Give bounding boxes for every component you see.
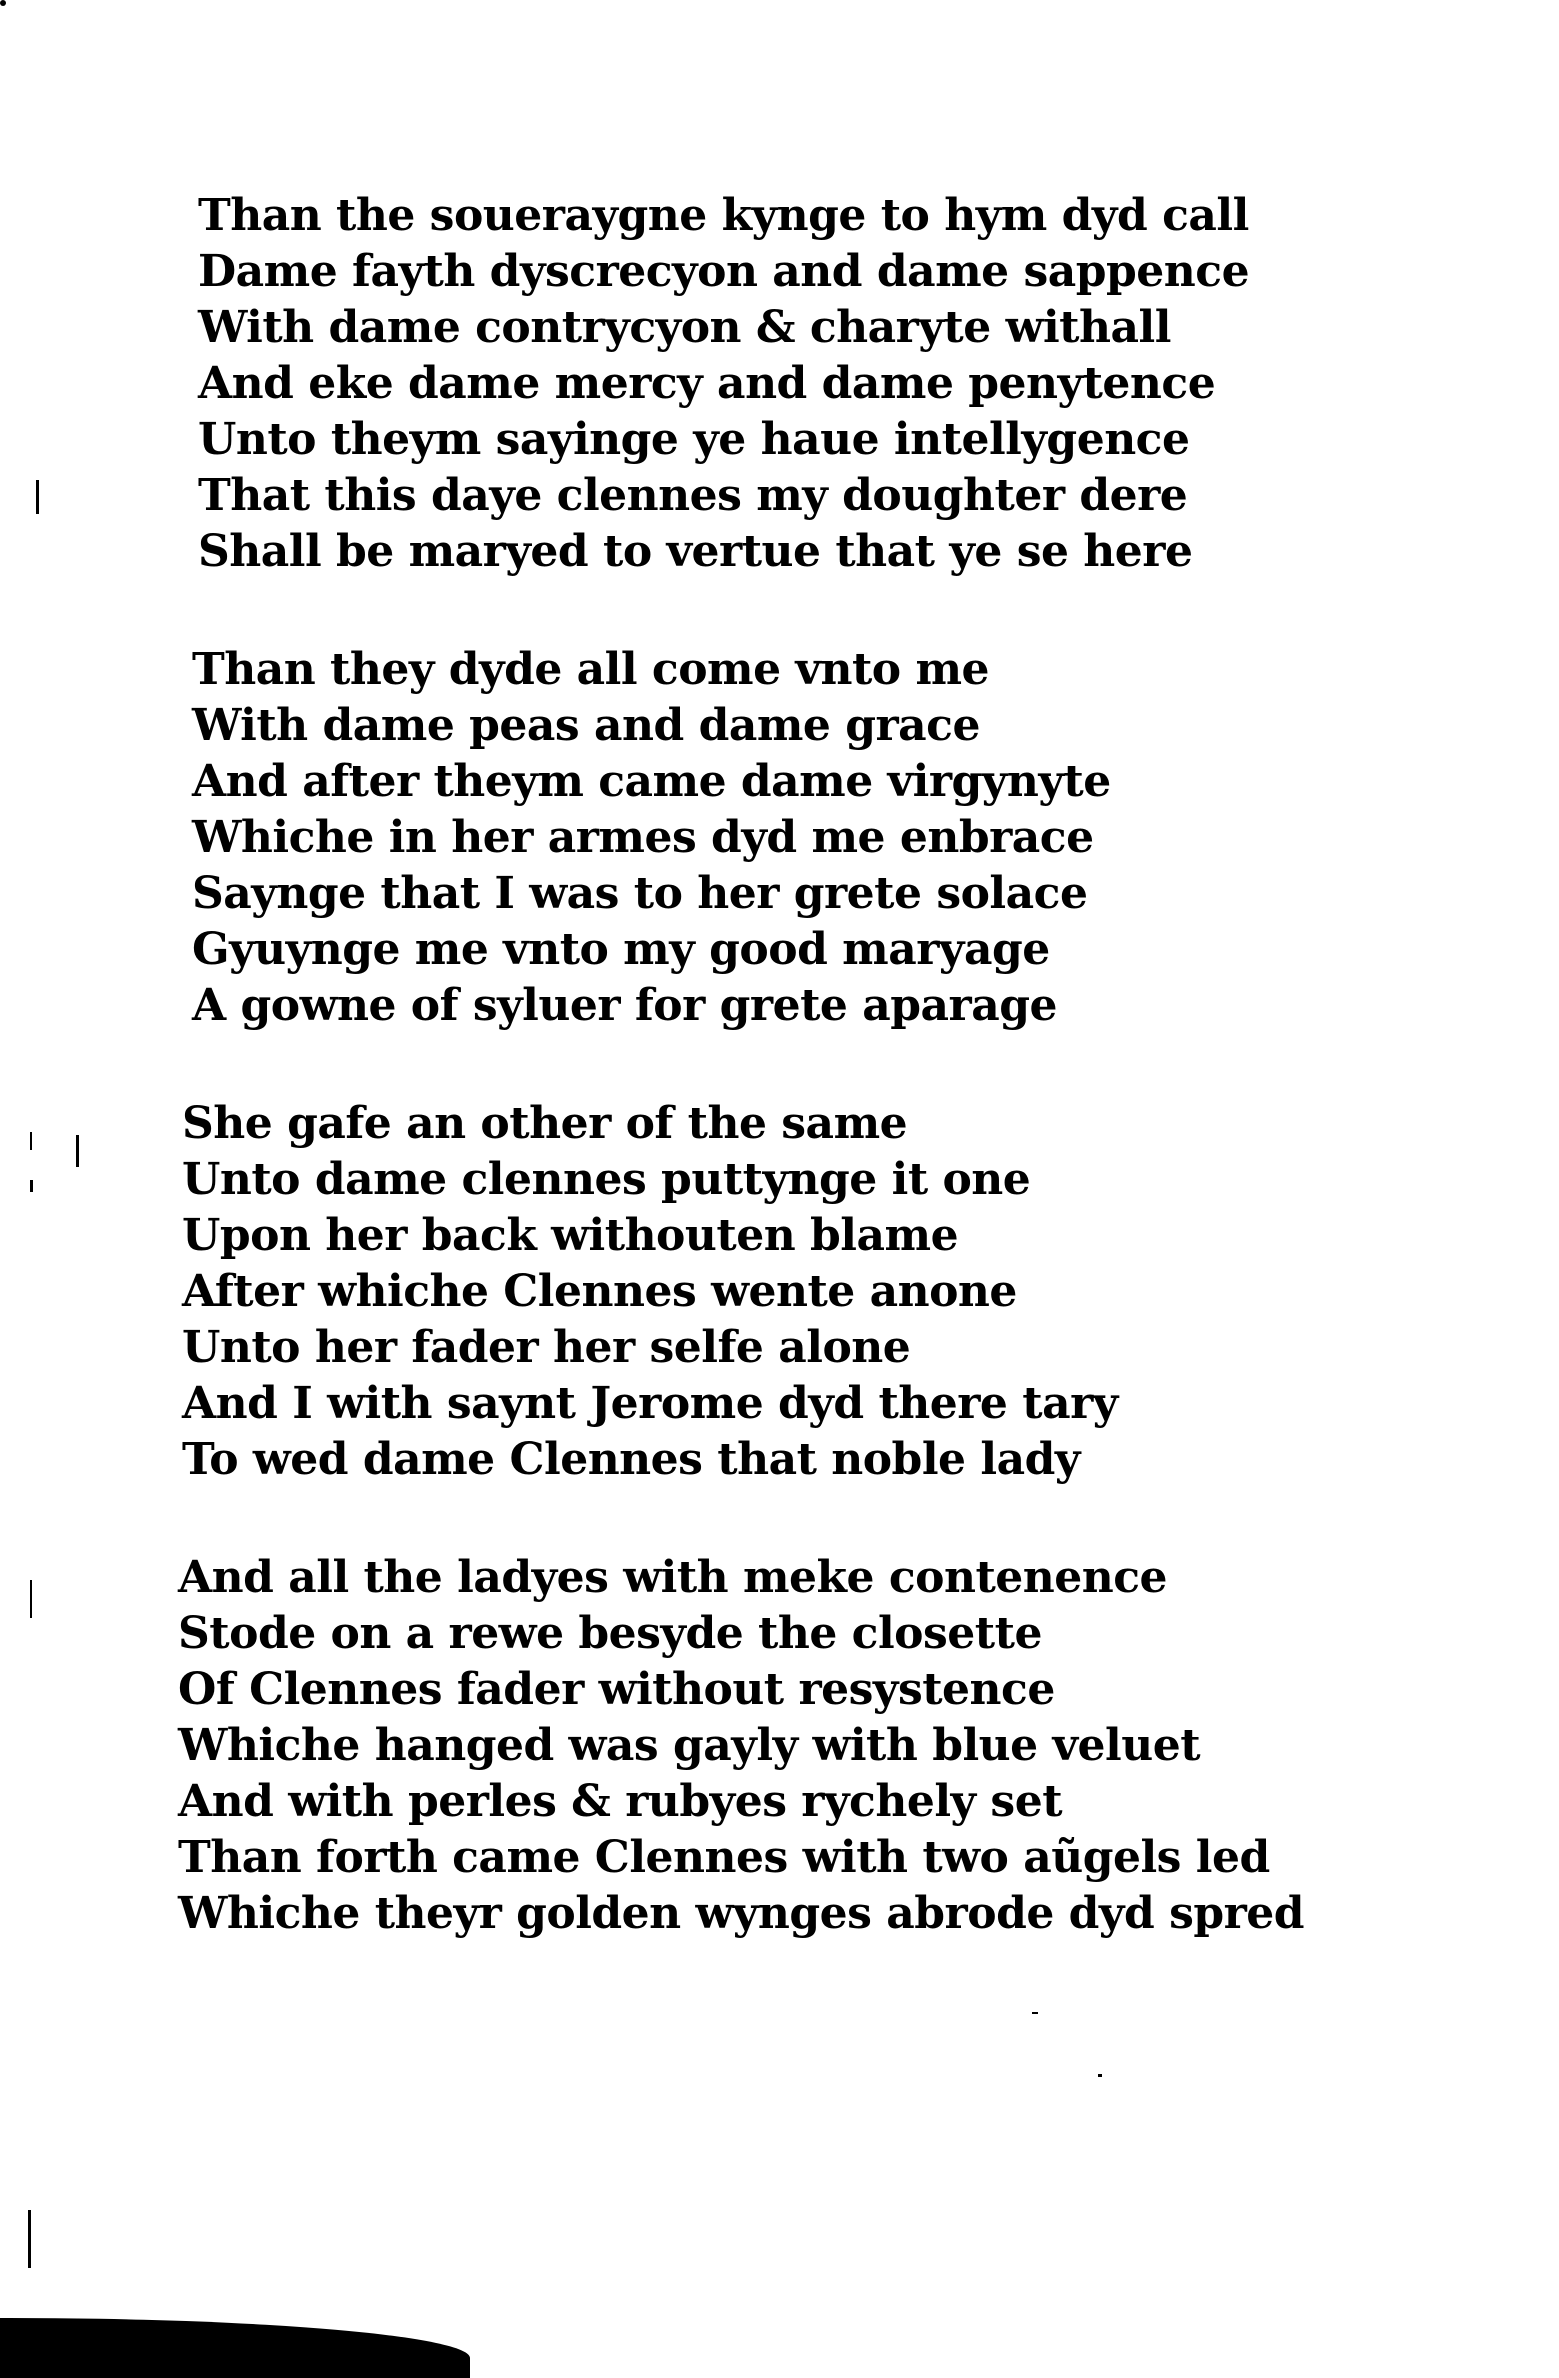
verse-line: Gyuynge me vnto my good maryage <box>192 924 1050 975</box>
scan-mark <box>30 1180 33 1192</box>
verse-line: Unto theym sayinge ye haue intellygence <box>198 414 1190 465</box>
verse-line: Whiche hanged was gayly with blue veluet <box>178 1720 1201 1771</box>
scan-mark <box>36 480 39 514</box>
verse-line: Of Clennes fader without resystence <box>178 1664 1055 1715</box>
verse-line: After whiche Clennes wente anone <box>182 1266 1017 1317</box>
verse-line: Stode on a rewe besyde the closette <box>178 1608 1042 1659</box>
scan-mark <box>30 1132 32 1150</box>
stanza-1 <box>198 188 1248 580</box>
verse-line: And with perles & rubyes rychely set <box>178 1776 1063 1827</box>
verse-line: Unto her fader her selfe alone <box>182 1322 911 1373</box>
verse-line: Whiche in her armes dyd me enbrace <box>192 812 1094 863</box>
scan-speck <box>1032 2012 1038 2014</box>
verse-line: Than forth came Clennes with two aũgels led <box>178 1832 1270 1883</box>
scan-speck <box>1098 2074 1102 2077</box>
stanza-3 <box>182 1096 1232 1488</box>
verse-line: Than they dyde all come vnto me <box>192 644 990 695</box>
verse-line: To wed dame Clennes that noble lady <box>182 1434 1080 1485</box>
verse-line: With dame contrycyon & charyte withall <box>198 302 1171 353</box>
verse-line: And eke dame mercy and dame penytence <box>198 358 1216 409</box>
verse-line: And after theym came dame virgynyte <box>192 756 1111 807</box>
verse-line: Unto dame clennes puttynge it one <box>182 1154 1031 1205</box>
verse-line: With dame peas and dame grace <box>192 700 980 751</box>
verse-line: Than the soueraygne kynge to hym dyd call <box>198 190 1249 241</box>
verse-line: And all the ladyes with meke contenence <box>178 1552 1168 1603</box>
page-edge-shadow <box>0 2318 470 2378</box>
stanza-4 <box>178 1550 1305 1942</box>
verse-line: Saynge that I was to her grete solace <box>192 868 1088 919</box>
verse-line: Upon her back withouten blame <box>182 1210 959 1261</box>
scan-mark <box>30 1580 32 1618</box>
scan-speck <box>0 0 6 6</box>
verse-line: Whiche theyr golden wynges abrode dyd spred <box>178 1888 1305 1939</box>
verse-line: She gafe an other of the same <box>182 1098 908 1149</box>
verse-line: Dame fayth dyscrecyon and dame sappence <box>198 246 1250 297</box>
stanza-2 <box>192 642 1242 1034</box>
scan-mark <box>76 1135 79 1167</box>
verse-line: That this daye clennes my doughter dere <box>198 470 1188 521</box>
verse-line: A gowne of syluer for grete aparage <box>192 980 1057 1031</box>
verse-line: Shall be maryed to vertue that ye se here <box>198 526 1193 577</box>
verse-line: And I with saynt Jerome dyd there tary <box>182 1378 1118 1429</box>
scan-mark <box>28 2210 31 2268</box>
